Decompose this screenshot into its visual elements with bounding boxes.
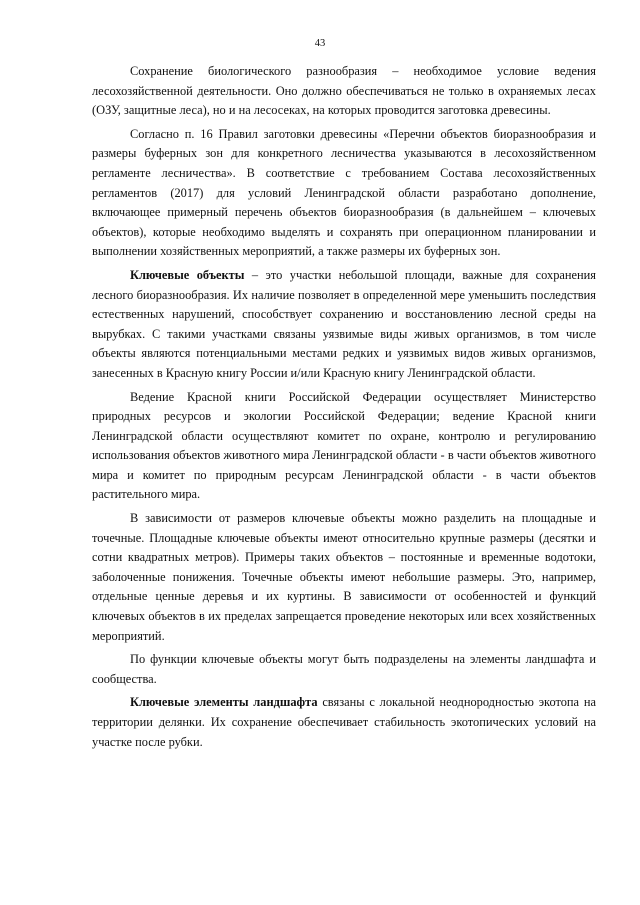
paragraph-functions — [92, 650, 596, 689]
paragraph-rules — [92, 125, 596, 262]
paragraph-text: Согласно п. 16 Правил заготовки древесины «Перечни объектов биоразнообразия и размеры буферных зон для конкретного лесничества указываются в лесохозяйственном регламенте лесничества». В соответствие с требованием Состава лесохозяйственных регламентов (2017) для условий Ленинградской области разработано дополнение, включающее примерный перечень объектов биоразнообразия (в дальнейшем – ключевых объектов), которые необходимо выделять и сохранять при операционном планировании и выполнении хозяйственных мероприятий, а также размеры их буферных зон. — [92, 126, 596, 259]
page-body — [92, 62, 596, 752]
paragraph-key-objects — [92, 266, 596, 384]
paragraph-text: Ведение Красной книги Российской Федерации осуществляет Министерство природных ресурсов и экологии Российской Федерации; ведение Красной книги Ленинградской области осуществляют комитет по охране, контролю и регулированию использования объектов животного мира Ленинградской области - в части объектов животного мира и комитет по природным ресурсам Ленинградской области - в части объектов растительного мира. — [92, 389, 596, 502]
paragraph-text: связаны с локальной неоднородностью экотопа на территории делянки. Их сохранение обеспечивает стабильность экотопических условий на участке после рубки. — [92, 695, 596, 749]
paragraph-text: По функции ключевые объекты могут быть подразделены на элементы ландшафта и сообщества. — [92, 652, 596, 686]
paragraph-biodiversity — [92, 62, 596, 121]
paragraph-text: Сохранение биологического разнообразия – необходимое условие ведения лесохозяйственной деятельности. Оно должно обеспечиваться не только в охраняемых лесах (ОЗУ, защитные леса), но и на лесосеках, на которых проводится заготовка древесины. — [92, 64, 596, 118]
paragraph-landscape-elements — [92, 693, 596, 752]
page-number: 43 — [314, 38, 326, 49]
paragraph-object-sizes — [92, 509, 596, 646]
paragraph-text: В зависимости от размеров ключевые объекты можно разделить на площадные и точечные. Площадные ключевые объекты имеют относительно крупные размеры (десятки и сотни квадратных метров). Примеры таких объектов – постоянные и временные водотоки, заболоченные понижения. Точечные объекты имеют небольшие размеры. Это, например, отдельные ценные деревья и их куртины. В зависимости от особенностей и функций ключевых объектов в их пределах запрещается проведение некоторых или всех хозяйственных мероприятий. — [92, 511, 596, 643]
paragraph-text: – это участки небольшой площади, важные для сохранения лесного биоразнообразия. Их наличие позволяет в определенной мере уменьшить последствия естественных нарушений, способствует сохранению и восстановлению лесной среды на вырубках. С такими участками связаны уязвимые виды живых организмов, в том числе объекты являются потенциальными местами редких и уязвимых видов живых организмов, занесенных в Красную книгу России и/или Красную книгу Ленинградской области. — [92, 267, 596, 380]
paragraph-red-book — [92, 388, 596, 506]
term-landscape-elements: Ключевые элементы ландшафта — [130, 695, 318, 710]
term-key-objects: Ключевые объекты — [130, 267, 245, 282]
